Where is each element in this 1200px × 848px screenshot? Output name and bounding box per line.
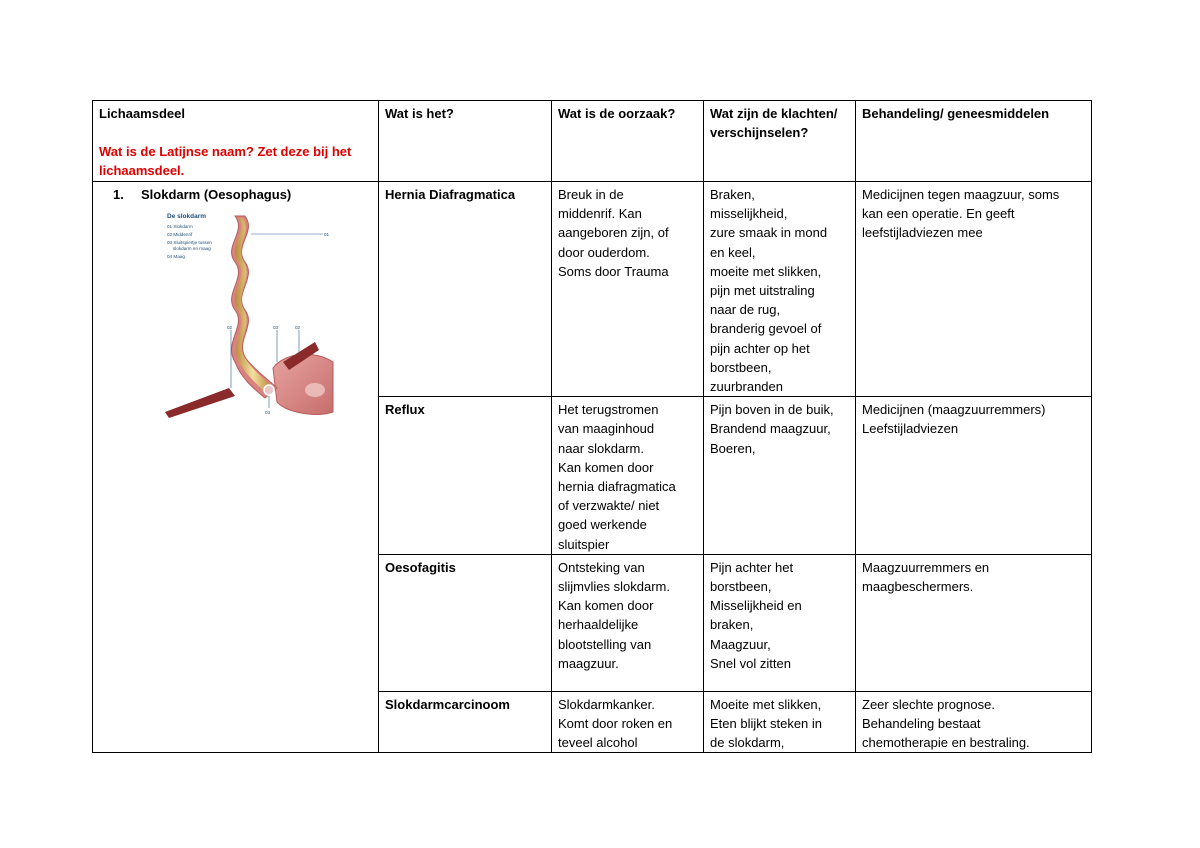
condition-cell: Oesofagitis	[379, 554, 552, 691]
disease-table	[92, 100, 1092, 753]
text-line: blootstelling van	[558, 636, 652, 652]
header-what-is-it: Wat is het?	[379, 101, 552, 182]
figure-legend-1: 01 Slokdarm	[167, 224, 193, 230]
text-line: Behandeling bestaat	[862, 716, 981, 732]
symptoms-cell	[704, 182, 856, 397]
text-line: braken,	[710, 617, 754, 633]
callout-03-top: 03	[273, 325, 279, 331]
treatment-cell	[856, 691, 1092, 753]
text-line: leefstijladviezen mee	[862, 225, 983, 241]
text-line: kan een operatie. En geeft	[862, 206, 1015, 222]
text-line: Brandend maagzuur,	[710, 421, 831, 437]
symptoms-cell	[704, 691, 856, 753]
text-line: of verzwakte/ niet	[558, 498, 660, 514]
text-line: sluitspier	[558, 536, 610, 552]
text-line: Kan komen door	[558, 598, 654, 614]
header-body-part	[93, 101, 379, 182]
body-part-heading	[99, 185, 372, 204]
text-line: chemotherapie en bestraling.	[862, 735, 1030, 751]
text-line: pijn achter op het	[710, 340, 810, 356]
figure-title: De slokdarm	[167, 213, 207, 221]
text-line: Pijn boven in de buik,	[710, 402, 834, 418]
treatment-cell	[856, 554, 1092, 691]
callout-02-right: 02	[295, 325, 301, 331]
header-treatment: Behandeling/ geneesmiddelen	[856, 101, 1092, 182]
text-line: misselijkheid,	[710, 206, 788, 222]
callout-03-bottom: 03	[265, 410, 271, 416]
header-symptoms: Wat zijn de klachten/ verschijnselen?	[704, 101, 856, 182]
treatment-cell	[856, 397, 1092, 555]
text-line: teveel alcohol	[558, 735, 638, 751]
callout-01: 01	[324, 232, 330, 238]
figure-legend-2: 02 Middenrif	[167, 232, 193, 238]
text-line: maagbeschermers.	[862, 579, 974, 595]
figure-legend-3: 03 Sluitspiertje tussen	[167, 240, 212, 246]
text-line: Breuk in de	[558, 187, 624, 202]
symptoms-cell	[704, 554, 856, 691]
text-line: hernia diafragmatica	[558, 479, 676, 495]
text-line: Moeite met slikken,	[710, 696, 822, 712]
text-line: Boeren,	[710, 440, 756, 456]
treatment-cell	[856, 182, 1092, 397]
cause-cell	[552, 554, 704, 691]
callout-02-left: 02	[227, 325, 233, 331]
text-line: herhaaldelijke	[558, 617, 639, 633]
text-line: borstbeen,	[710, 579, 772, 595]
header-body-part-title: Lichaamsdeel	[99, 106, 185, 121]
text-line: maagzuur.	[558, 655, 619, 671]
cause-cell	[552, 182, 704, 397]
text-line: pijn met uitstraling	[710, 283, 815, 299]
figure-legend-4: slokdarm en maag	[173, 246, 211, 252]
text-line: Zeer slechte prognose.	[862, 696, 995, 712]
figure-legend-5: 04 Maag	[167, 254, 185, 260]
text-line: Slokdarmkanker.	[558, 696, 655, 712]
text-line: Komt door roken en	[558, 716, 673, 732]
text-line: Het terugstromen	[558, 402, 659, 418]
text-line: slijmvlies slokdarm.	[558, 579, 670, 595]
text-line: Maagzuurremmers en	[862, 559, 990, 575]
text-line: moeite met slikken,	[710, 263, 822, 279]
condition-cell: Hernia Diafragmatica	[379, 182, 552, 397]
text-line: door ouderdom.	[558, 244, 650, 260]
text-line: en keel,	[710, 244, 756, 260]
text-line: Leefstijladviezen	[862, 421, 959, 437]
table-row	[93, 182, 1092, 397]
text-line: Misselijkheid en	[710, 598, 802, 614]
text-line: van maaginhoud	[558, 421, 655, 437]
text-line: Braken,	[710, 187, 755, 202]
header-cause: Wat is de oorzaak?	[552, 101, 704, 182]
body-part-cell	[93, 182, 379, 753]
list-number: 1.	[113, 187, 124, 202]
text-line: Maagzuur,	[710, 636, 771, 652]
cause-cell	[552, 691, 704, 753]
header-row	[93, 101, 1092, 182]
text-line: Kan komen door	[558, 459, 654, 475]
text-line: Pijn achter het	[710, 559, 794, 575]
text-line: branderig gevoel of	[710, 321, 822, 337]
body-part-name: Slokdarm (Oesophagus)	[141, 187, 292, 202]
text-line: middenrif. Kan	[558, 206, 642, 222]
symptoms-cell	[704, 397, 856, 555]
oesophagus-illustration-icon	[165, 212, 337, 418]
text-line: aangeboren zijn, of	[558, 225, 669, 241]
condition-cell: Reflux	[379, 397, 552, 555]
text-line: zure smaak in mond	[710, 225, 828, 241]
text-line: naar slokdarm.	[558, 440, 644, 456]
text-line: Medicijnen tegen maagzuur, soms	[862, 187, 1060, 202]
text-line: Eten blijkt steken in	[710, 716, 823, 732]
text-line: goed werkende	[558, 517, 647, 533]
text-line: zuurbranden	[710, 379, 783, 395]
text-line: Ontsteking van	[558, 559, 645, 575]
text-line: borstbeen,	[710, 359, 772, 375]
cause-cell	[552, 397, 704, 555]
text-line: Medicijnen (maagzuurremmers)	[862, 402, 1046, 418]
oesophagus-illustration	[165, 212, 337, 418]
latin-name-instruction: Wat is de Latijnse naam? Zet deze bij het lichaamsdeel.	[99, 144, 352, 179]
text-line: Snel vol zitten	[710, 655, 791, 671]
text-line: naar de rug,	[710, 302, 781, 318]
condition-cell: Slokdarmcarcinoom	[379, 691, 552, 753]
text-line: de slokdarm,	[710, 735, 785, 751]
text-line: Soms door Trauma	[558, 263, 669, 279]
